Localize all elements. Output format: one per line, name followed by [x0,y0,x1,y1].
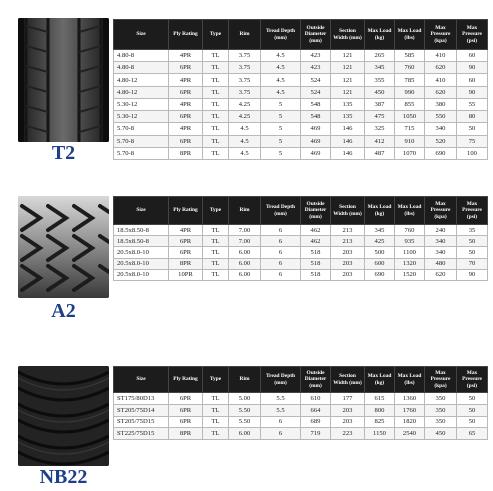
table-cell: TL [203,225,229,236]
table-header-row [114,197,488,225]
table-row [114,147,488,159]
table-cell: 90 [457,269,488,280]
table-cell: 620 [425,269,457,280]
table-cell: 423 [301,50,331,62]
table-cell: 213 [331,236,365,247]
table-cell: 90 [457,62,488,74]
table-cell: 20.5x8.0-10 [114,247,169,258]
table-cell: 410 [425,74,457,86]
header-max-pressure-kpa: Max Pressure (kpa) [425,197,457,225]
table-cell: 135 [331,111,365,123]
table-cell: 4.80-12 [114,86,169,98]
table-cell: 4.5 [261,50,301,62]
table-cell: 50 [457,404,488,416]
table-cell: 500 [365,247,395,258]
table-cell: 487 [365,147,395,159]
spec-table-nb22 [113,366,488,440]
table-cell: 6PR [169,135,203,147]
table-cell: 4.80-8 [114,50,169,62]
table-cell: 80 [457,111,488,123]
header-max-pressure-kpa: Max Pressure (kpa) [425,367,457,393]
table-cell: 146 [331,147,365,159]
table-cell: TL [203,98,229,110]
table-cell: 7.00 [229,225,261,236]
header-type: Type [203,197,229,225]
table-cell: 5.70-8 [114,147,169,159]
table-cell: 350 [425,404,457,416]
table-cell: TL [203,123,229,135]
table-row [114,416,488,428]
header-outside-diameter: Outside Diameter (mm) [301,197,331,225]
table-cell: 325 [365,123,395,135]
header-tread-depth: Tread Depth (mm) [261,197,301,225]
table-cell: 203 [331,258,365,269]
table-cell: 4.25 [229,111,261,123]
table-cell: 5 [261,98,301,110]
table-cell: 4.5 [229,135,261,147]
header-max-pressure-psi: Max Pressure (psi) [457,20,488,50]
table-cell: 548 [301,98,331,110]
table-header-row [114,20,488,50]
table-cell: 6PR [169,404,203,416]
table-cell: TL [203,393,229,405]
table-cell: TL [203,247,229,258]
table-cell: 520 [425,135,457,147]
tire-tread-image-nb22 [18,366,109,466]
table-cell: 6 [261,225,301,236]
table-cell: 135 [331,98,365,110]
table-cell: 760 [395,225,425,236]
table-row [114,62,488,74]
table-cell: 410 [425,50,457,62]
header-max-load-kg: Max Load (kg) [365,197,395,225]
table-cell: 20.5x8.0-10 [114,258,169,269]
table-cell: 1360 [395,393,425,405]
table-row [114,393,488,405]
table-cell: 146 [331,123,365,135]
table-cell: 585 [395,50,425,62]
table-cell: 50 [457,416,488,428]
table-cell: ST205/75D14 [114,404,169,416]
table-cell: 450 [365,86,395,98]
table-cell: 1820 [395,416,425,428]
table-cell: 5 [261,135,301,147]
table-cell: 6 [261,258,301,269]
header-type: Type [203,20,229,50]
table-cell: TL [203,74,229,86]
table-row [114,428,488,440]
table-cell: 450 [425,428,457,440]
table-cell: 380 [425,98,457,110]
table-cell: 412 [365,135,395,147]
table-row [114,236,488,247]
tire-tread-image-a2 [18,196,109,298]
header-size: Size [114,367,169,393]
table-cell: 345 [365,225,395,236]
table-cell: 518 [301,269,331,280]
table-cell: TL [203,50,229,62]
table-cell: 1520 [395,269,425,280]
header-rim: Rim [229,367,261,393]
header-max-load-lbs: Max Load (lbs) [395,367,425,393]
header-max-pressure-psi: Max Pressure (psi) [457,197,488,225]
header-max-pressure-kpa: Max Pressure (kpa) [425,20,457,50]
header-max-load-kg: Max Load (kg) [365,20,395,50]
table-cell: 203 [331,416,365,428]
table-cell: 240 [425,225,457,236]
table-cell: 910 [395,135,425,147]
table-cell: 600 [365,258,395,269]
table-cell: 8PR [169,428,203,440]
table-cell: 6 [261,428,301,440]
table-cell: 65 [457,428,488,440]
table-cell: 1100 [395,247,425,258]
table-cell: 4PR [169,74,203,86]
table-cell: 121 [331,86,365,98]
table-cell: 355 [365,74,395,86]
table-cell: 18.5x8.50-8 [114,225,169,236]
table-cell: 8PR [169,258,203,269]
header-max-load-kg: Max Load (kg) [365,367,395,393]
table-cell: 800 [365,404,395,416]
table-cell: 664 [301,404,331,416]
table-cell: 10PR [169,269,203,280]
table-cell: 2540 [395,428,425,440]
table-cell: 1760 [395,404,425,416]
table-cell: 35 [457,225,488,236]
table-cell: 6 [261,236,301,247]
table-cell: 4PR [169,50,203,62]
table-cell: 615 [365,393,395,405]
table-cell: 6PR [169,393,203,405]
header-ply-rating: Ply Rating [169,367,203,393]
table-cell: TL [203,428,229,440]
header-type: Type [203,367,229,393]
table-cell: 715 [395,123,425,135]
header-outside-diameter: Outside Diameter (mm) [301,20,331,50]
table-cell: 6PR [169,111,203,123]
table-cell: 121 [331,74,365,86]
table-cell: 1050 [395,111,425,123]
table-row [114,258,488,269]
table-cell: TL [203,258,229,269]
table-cell: 6 [261,247,301,258]
table-cell: TL [203,62,229,74]
header-rim: Rim [229,197,261,225]
table-cell: 213 [331,225,365,236]
table-cell: 203 [331,269,365,280]
table-cell: 121 [331,50,365,62]
table-row [114,50,488,62]
table-cell: 146 [331,135,365,147]
table-row [114,74,488,86]
header-section-width: Section Width (mm) [331,367,365,393]
table-header-row [114,367,488,393]
table-cell: 423 [301,62,331,74]
table-cell: TL [203,147,229,159]
table-cell: 6PR [169,86,203,98]
table-cell: 469 [301,135,331,147]
table-cell: 760 [395,62,425,74]
table-cell: 825 [365,416,395,428]
header-size: Size [114,20,169,50]
table-cell: 610 [301,393,331,405]
table-cell: 387 [365,98,395,110]
table-cell: TL [203,135,229,147]
table-cell: 350 [425,416,457,428]
table-cell: 3.75 [229,74,261,86]
table-cell: 524 [301,74,331,86]
table-cell: TL [203,86,229,98]
header-ply-rating: Ply Rating [169,197,203,225]
table-cell: TL [203,236,229,247]
table-cell: 855 [395,98,425,110]
table-cell: 550 [425,111,457,123]
table-cell: 1070 [395,147,425,159]
table-cell: 8PR [169,147,203,159]
header-tread-depth: Tread Depth (mm) [261,20,301,50]
table-cell: 3.75 [229,50,261,62]
table-cell: 223 [331,428,365,440]
table-cell: 340 [425,236,457,247]
table-cell: 6.00 [229,258,261,269]
table-cell: 340 [425,247,457,258]
table-cell: 265 [365,50,395,62]
table-cell: 6PR [169,247,203,258]
table-cell: 469 [301,147,331,159]
table-cell: 548 [301,111,331,123]
table-cell: 462 [301,236,331,247]
table-cell: 60 [457,74,488,86]
table-cell: 1150 [365,428,395,440]
table-cell: 5.00 [229,393,261,405]
table-cell: 690 [365,269,395,280]
table-cell: 4.80-12 [114,74,169,86]
table-cell: 50 [457,236,488,247]
header-section-width: Section Width (mm) [331,20,365,50]
table-cell: 345 [365,62,395,74]
table-cell: ST175/80D13 [114,393,169,405]
table-cell: 524 [301,86,331,98]
table-row [114,269,488,280]
table-cell: ST205/75D15 [114,416,169,428]
table-cell: 3.75 [229,62,261,74]
table-cell: 203 [331,404,365,416]
table-cell: 18.5x8.50-8 [114,236,169,247]
header-max-load-lbs: Max Load (lbs) [395,197,425,225]
table-cell: 620 [425,86,457,98]
table-cell: 690 [425,147,457,159]
header-max-load-lbs: Max Load (lbs) [395,20,425,50]
table-cell: 7.00 [229,236,261,247]
table-cell: 462 [301,225,331,236]
table-cell: TL [203,269,229,280]
table-cell: TL [203,404,229,416]
table-cell: 6.00 [229,269,261,280]
header-section-width: Section Width (mm) [331,197,365,225]
table-cell: 6 [261,269,301,280]
table-cell: 480 [425,258,457,269]
table-cell: 5.5 [261,393,301,405]
table-cell: 50 [457,123,488,135]
table-cell: 620 [425,62,457,74]
table-row [114,86,488,98]
table-cell: 475 [365,111,395,123]
table-row [114,98,488,110]
table-cell: 469 [301,123,331,135]
table-cell: 689 [301,416,331,428]
table-cell: 5 [261,123,301,135]
table-cell: 4.5 [229,123,261,135]
header-size: Size [114,197,169,225]
table-cell: 5 [261,147,301,159]
table-row [114,247,488,258]
table-cell: TL [203,416,229,428]
table-cell: 6.00 [229,247,261,258]
table-cell: 4.5 [261,74,301,86]
table-cell: 5.50 [229,404,261,416]
table-cell: 5.5 [261,404,301,416]
table-cell: 5.30-12 [114,111,169,123]
spec-table-t2 [113,19,488,160]
table-cell: 340 [425,123,457,135]
table-cell: 518 [301,247,331,258]
table-cell: 5.70-8 [114,135,169,147]
table-cell: 5.50 [229,416,261,428]
table-cell: 3.75 [229,86,261,98]
table-cell: 4PR [169,225,203,236]
table-cell: 4PR [169,123,203,135]
table-cell: 90 [457,86,488,98]
header-tread-depth: Tread Depth (mm) [261,367,301,393]
table-cell: 6 [261,416,301,428]
table-cell: 785 [395,74,425,86]
model-name-nb22: NB22 [39,466,88,488]
tire-tread-image-t2 [18,18,109,142]
table-cell: 425 [365,236,395,247]
table-cell: TL [203,111,229,123]
table-row [114,123,488,135]
table-cell: 1320 [395,258,425,269]
table-cell: 5 [261,111,301,123]
table-cell: 4PR [169,98,203,110]
table-cell: 177 [331,393,365,405]
table-cell: 70 [457,258,488,269]
table-cell: 203 [331,247,365,258]
table-cell: 55 [457,98,488,110]
table-cell: 75 [457,135,488,147]
header-rim: Rim [229,20,261,50]
table-cell: ST225/75D15 [114,428,169,440]
table-row [114,404,488,416]
table-cell: 6PR [169,62,203,74]
table-cell: 4.5 [229,147,261,159]
table-row [114,135,488,147]
table-row [114,111,488,123]
table-cell: 60 [457,50,488,62]
table-cell: 100 [457,147,488,159]
table-cell: 6PR [169,236,203,247]
model-name-a2: A2 [51,300,76,322]
table-cell: 990 [395,86,425,98]
table-cell: 20.5x8.0-10 [114,269,169,280]
table-row [114,225,488,236]
table-cell: 50 [457,393,488,405]
table-cell: 50 [457,247,488,258]
table-cell: 6PR [169,416,203,428]
table-cell: 350 [425,393,457,405]
table-cell: 935 [395,236,425,247]
table-cell: 4.25 [229,98,261,110]
table-cell: 4.80-8 [114,62,169,74]
table-cell: 6.00 [229,428,261,440]
spec-table-a2 [113,196,488,281]
model-name-t2: T2 [51,142,76,164]
table-cell: 5.30-12 [114,98,169,110]
header-outside-diameter: Outside Diameter (mm) [301,367,331,393]
header-ply-rating: Ply Rating [169,20,203,50]
header-max-pressure-psi: Max Pressure (psi) [457,367,488,393]
table-cell: 4.5 [261,86,301,98]
table-cell: 518 [301,258,331,269]
table-cell: 719 [301,428,331,440]
table-cell: 121 [331,62,365,74]
table-cell: 4.5 [261,62,301,74]
table-cell: 5.70-8 [114,123,169,135]
